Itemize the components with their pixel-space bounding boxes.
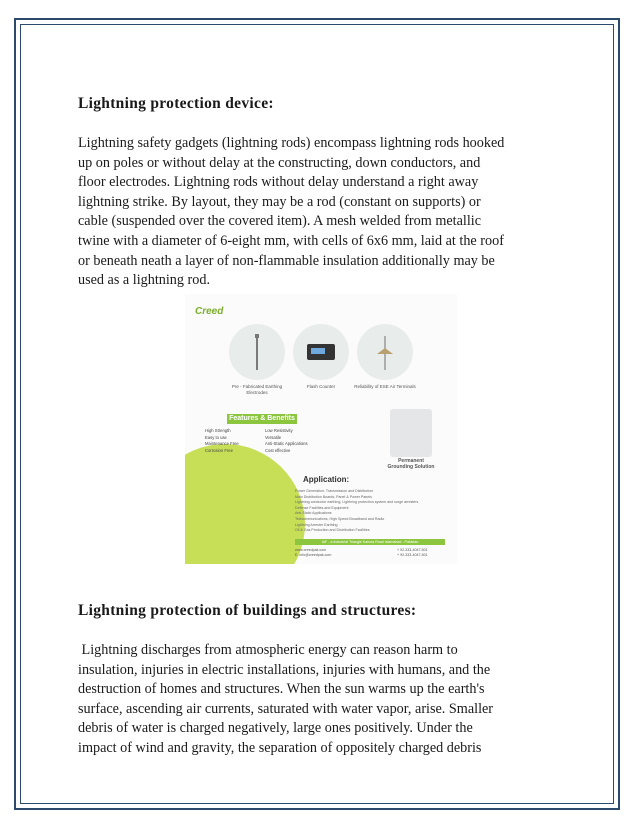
flash-counter-icon [293,324,349,380]
text-line: Lightning discharges from atmospheric energy can reason harm to [78,642,458,658]
application-item: Main Distribution Boards, Panel & Power Panels [295,494,372,499]
product-circle-electrode [229,324,285,380]
brand-logo: Creed [195,306,224,317]
address-bar: IAF - a Industrial Triangle Kahuta Road Islamabad - Pakistan [295,539,445,545]
feature-item: Easy to use [205,434,227,440]
text-line: destruction of homes and structures. When the sun warms up the earth's [78,681,485,698]
feature-item: Corrosion Free [205,447,233,453]
air-terminal-icon [357,324,413,380]
features-title: Features & Benefits [227,414,297,424]
text-line: cable (suspended over the covered item). A mesh welded from metallic [78,213,482,230]
application-item: Lightning conductor earthing, Lightning protection system and surge arresters [295,500,419,505]
text-line: impact of wind and gravity, the separation of oppositely charged debris [78,739,482,756]
product-label: Pre - Fabricated Earthing Electrodes [231,384,283,395]
feature-item: Anti-Static Applications [265,441,308,446]
application-title: Application: [303,475,350,484]
features-box [205,414,345,466]
product-circle-terminal [357,324,413,380]
text-line: used as a lightning rod. [78,272,211,289]
application-item: Power Generation, Transmission and Distribution [295,489,374,493]
section-heading: Lightning protection device: [78,95,274,112]
product-circle-counter [293,324,349,380]
feature-item: Cost effective [265,447,291,453]
features-right [265,428,308,454]
features-left [205,428,239,454]
application-item: Oil & Gas Production and Distribution Facilities [295,528,370,533]
application-item: Telecommunications, High Speed Broadband and Radio [295,516,385,521]
application-list [295,489,445,534]
bag-label: Permanent Grounding Solution [387,458,435,470]
text-line: floor electrodes. Lightning rods without delay understand a right away [78,174,479,191]
application-item: Defense Facilities and Equipment [295,505,349,510]
feature-item: Low Resistivity [265,428,293,433]
contact-web: www.creedpak.com E. info@creedpak.com [295,548,332,557]
earthing-rod-icon [229,324,285,380]
product-label: Reliability of ESE Air Terminals [354,384,416,389]
text-line: twine with a diameter of 6-eight mm, with cells of 6x6 mm, laid at the roof [78,232,504,249]
feature-item: Maintenance Free [205,441,239,446]
application-item: Lightning Arrester Earthing [295,522,338,527]
contact-phone: + 92-333-4047-501 + 92-333-4047-501 [397,548,428,557]
application-item: Anti-Static Applications [295,511,332,516]
text-line: debris of water is charged negatively, large ones positively. Under the [78,720,473,737]
text-line: insulation, injuries in electric installations, injuries with humans, and the [78,661,491,678]
product-flyer-image [185,294,457,564]
text-line: up on poles or without delay at the constructing, down conductors, and [78,154,481,171]
section-body [78,134,570,291]
feature-item: High Strength [205,428,231,433]
text-line: or beneath neath a layer of non-flammable insulation additionally may be [78,252,495,269]
text-line: lightning strike. By layout, they may be a rod (constant on supports) or [78,193,481,210]
text-line: Lightning safety gadgets (lightning rods) encompass lightning rods hooked [78,135,505,151]
section-heading: Lightning protection of buildings and structures: [78,602,417,619]
text-line: surface, ascending air currents, saturated with water vapor, arise. Smaller [78,700,494,717]
grounding-bag-image [390,409,432,457]
feature-item: Versatile [265,434,282,440]
product-label: Flash Counter [306,384,336,389]
section-body [78,641,570,759]
